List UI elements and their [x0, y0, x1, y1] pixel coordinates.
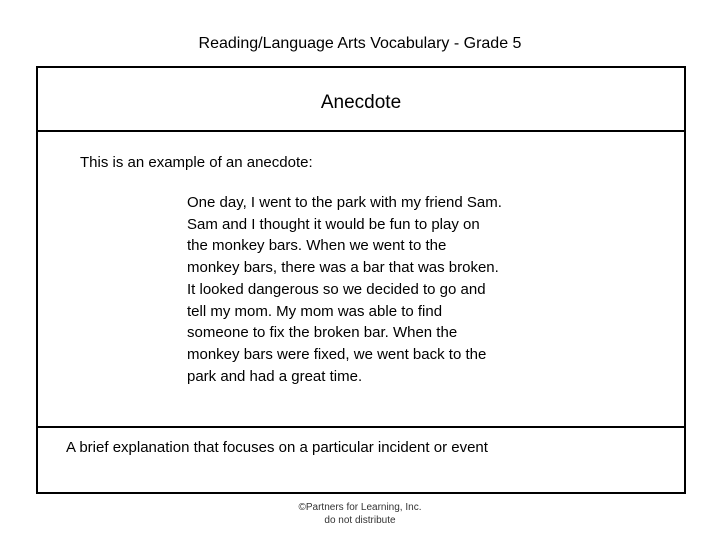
example-line: park and had a great time.: [187, 367, 363, 385]
copyright-text: ©Partners for Learning, Inc.: [298, 502, 422, 513]
example-intro: This is an example of an anecdote:: [80, 154, 313, 171]
example-line: tell my mom. My mom was able to find: [187, 302, 443, 320]
vocabulary-word: Anecdote: [38, 68, 684, 132]
example-line: someone to fix the broken bar. When the: [187, 324, 458, 342]
copyright-footer: [0, 501, 720, 527]
section-divider: [38, 426, 684, 428]
example-line: It looked dangerous so we decided to go and: [187, 280, 486, 298]
page-title: Reading/Language Arts Vocabulary - Grade 5: [198, 35, 522, 52]
example-line: the monkey bars. When we went to the: [187, 237, 447, 255]
example-line: Sam and I thought it would be fun to play on: [187, 215, 480, 233]
example-paragraph: [187, 192, 567, 387]
definition-text: A brief explanation that focuses on a particular incident or event: [66, 439, 488, 456]
example-line: monkey bars, there was a bar that was broken.: [187, 259, 499, 277]
example-line: monkey bars were fixed, we went back to the: [187, 345, 487, 363]
example-line: One day, I went to the park with my friend Sam.: [187, 194, 502, 211]
distribution-notice: do not distribute: [324, 515, 396, 526]
vocabulary-card: [36, 66, 686, 494]
